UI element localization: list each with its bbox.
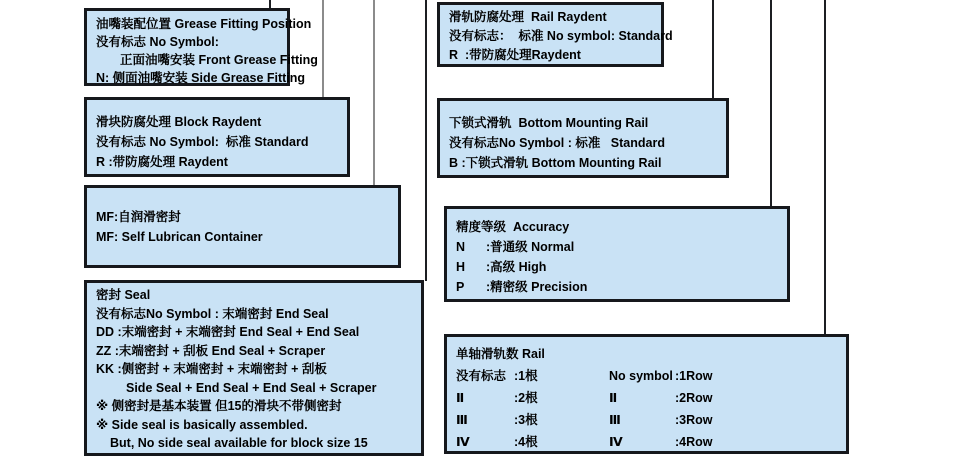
rail-symbol-en: Ⅳ [609, 435, 623, 449]
legend-line: Side Seal + End Seal + End Seal + Scraper [126, 380, 377, 395]
box-title: 密封 Seal [96, 288, 151, 302]
rail-symbol-cn: Ⅳ [456, 435, 470, 449]
legend-line: ZZ :末端密封 + 刮板 End Seal + Scraper [96, 343, 326, 358]
rail-symbol-en: Ⅲ [609, 413, 621, 427]
box-title: MF:自润滑密封 [96, 210, 181, 224]
legend-line: 没有标志 No Symbol: 标准 Standard [96, 135, 309, 149]
rail-symbol-en: Ⅱ [609, 391, 618, 405]
rail-count-row [456, 365, 846, 387]
accuracy-row [456, 257, 787, 277]
legend-line: DD :末端密封 + 末端密封 End Seal + End Seal [96, 325, 360, 339]
rail-value-en: :1Row [675, 369, 713, 383]
legend-line: 没有标志 No Symbol: [96, 35, 219, 49]
accuracy-desc: :精密级 Precision [486, 280, 588, 294]
accuracy-box [444, 206, 790, 302]
connector-line-seal [425, 0, 427, 281]
rail-raydent-box [437, 2, 673, 67]
connector-line-block-raydent [322, 0, 324, 98]
rail-value-cn: :3根 [514, 413, 538, 427]
bottom-mounting-rail-box [437, 98, 729, 178]
rail-symbol-cn: 没有标志 [456, 369, 507, 383]
accuracy-row [456, 277, 787, 297]
accuracy-symbol: N [456, 240, 466, 254]
rail-count-row [456, 409, 846, 431]
legend-line: R :带防腐处理Raydent [449, 48, 581, 62]
accuracy-row [456, 237, 787, 257]
legend-line: MF: Self Lubrican Container [96, 230, 263, 244]
legend-line: N: 侧面油嘴安装 Side Grease Fitting [96, 71, 306, 85]
rail-value-en: :3Row [675, 413, 713, 427]
block-raydent-box [84, 97, 350, 177]
box-title: 滑块防腐处理 Block Raydent [96, 115, 262, 129]
box-title: 单轴滑轨数 Rail [456, 347, 545, 361]
rail-value-cn: :1根 [514, 369, 538, 383]
rail-count-row [456, 431, 846, 453]
legend-line: R :带防腐处理 Raydent [96, 155, 228, 169]
rail-symbol-en: No symbol [609, 369, 673, 383]
accuracy-symbol: P [456, 280, 465, 294]
connector-line-rail-count [824, 0, 826, 335]
seal-box [84, 280, 424, 456]
rail-value-en: :4Row [675, 435, 713, 449]
legend-line: B :下锁式滑轨 Bottom Mounting Rail [449, 156, 662, 170]
rail-value-cn: :4根 [514, 435, 538, 449]
connector-line-accuracy [770, 0, 772, 207]
rail-value-cn: :2根 [514, 391, 538, 405]
legend-note: ※ 侧密封是基本装置 但15的滑块不带侧密封 [96, 399, 342, 413]
self-lubrican-box [84, 185, 401, 268]
grease-fitting-position-box [84, 8, 318, 86]
box-title: 油嘴装配位置 Grease Fitting Position [96, 17, 312, 31]
legend-note: But, No side seal available for block size 15 [110, 436, 368, 450]
accuracy-desc: :高级 High [486, 260, 547, 274]
legend-line: KK :侧密封 + 末端密封 + 末端密封 + 刮板 [96, 362, 327, 376]
rail-value-en: :2Row [675, 391, 713, 405]
rail-symbol-cn: Ⅱ [456, 391, 465, 405]
connector-line-mf-seal [373, 0, 375, 186]
legend-line: 没有标志No Symbol : 末端密封 End Seal [96, 306, 329, 321]
box-title: 精度等级 Accuracy [456, 220, 570, 234]
legend-note: ※ Side seal is basically assembled. [96, 417, 308, 432]
accuracy-symbol: H [456, 260, 466, 274]
legend-line: 没有标志： 标准 No symbol: Standard [449, 29, 673, 43]
box-title: 滑轨防腐处理 Rail Raydent [449, 10, 607, 24]
accuracy-desc: :普通级 Normal [486, 240, 575, 254]
box-title: 下锁式滑轨 Bottom Mounting Rail [449, 116, 649, 130]
rail-count-box [444, 334, 849, 454]
legend-line: 没有标志No Symbol : 标准 Standard [449, 136, 665, 150]
rail-symbol-cn: Ⅲ [456, 413, 468, 427]
rail-count-row [456, 387, 846, 409]
connector-line-bottom-mount [712, 0, 714, 99]
legend-line: 正面油嘴安装 Front Grease Fitting [120, 53, 318, 67]
